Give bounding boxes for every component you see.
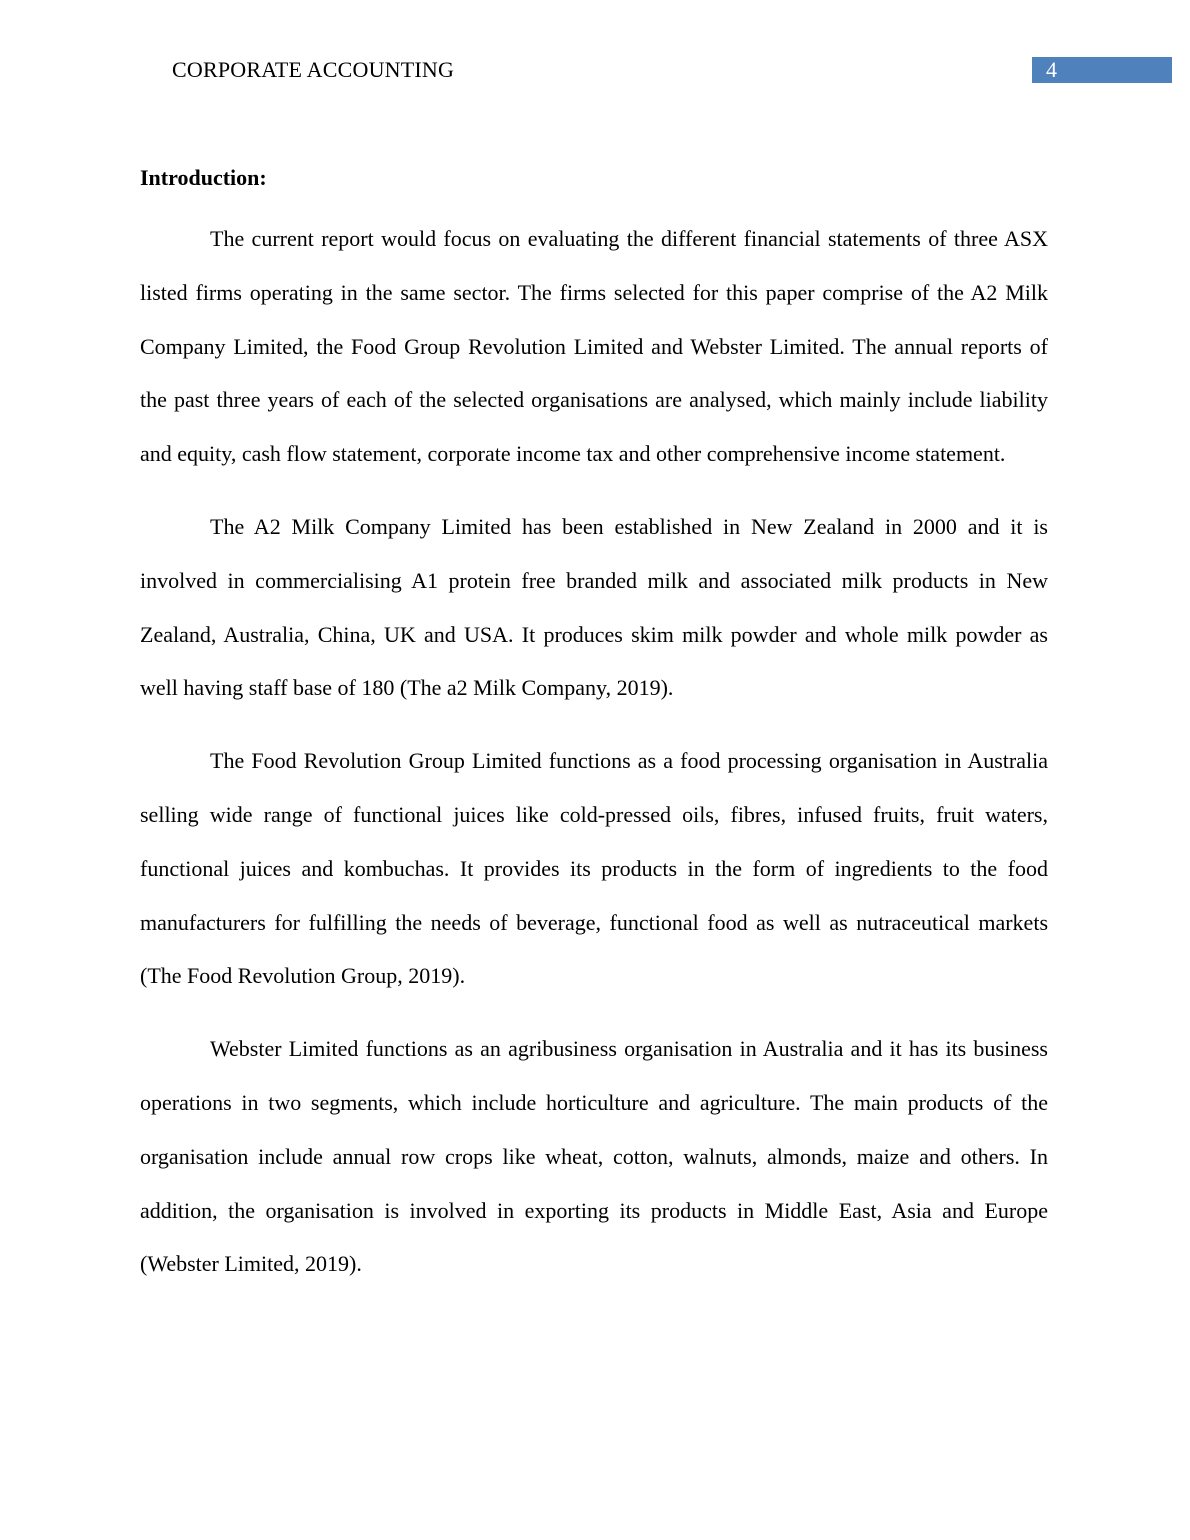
page-number: 4	[1046, 57, 1057, 82]
paragraph-report-focus: The current report would focus on evaluating the different financial statements of three ASX listed firms operating in the same sector. The firms selected for this paper comprise of the A2 Milk Company Limited, the Food Group Revolution Limited and Webster Limited. The annual reports of the past three years of each of the selected organisations are analysed, which mainly include liability and equity, cash flow statement, corporate income tax and other comprehensive income statement.	[140, 226, 1048, 467]
paragraph-webster: Webster Limited functions as an agribusiness organisation in Australia and it has its business operations in two segments, which include horticulture and agriculture. The main products of the organisation include annual row crops like wheat, cotton, walnuts, almonds, maize and others. In addition, the organisation is involved in exporting its products in Middle East, Asia and Europe (Webster Limited, 2019).	[140, 1036, 1048, 1277]
paragraph-food-revolution: The Food Revolution Group Limited functions as a food processing organisation in Australia selling wide range of functional juices like cold-pressed oils, fibres, infused fruits, fruit waters, functional juices and kombuchas. It provides its products in the form of ingredients to the food manufacturers for fulfilling the needs of beverage, functional food as well as nutraceutical markets (The Food Revolution Group, 2019).	[140, 748, 1048, 989]
section-heading: Introduction:	[140, 165, 267, 190]
paragraph-a2-milk: The A2 Milk Company Limited has been established in New Zealand in 2000 and it is involved in commercialising A1 protein free branded milk and associated milk products in New Zealand, Australia, China, UK and USA. It produces skim milk powder and whole milk powder as well having staff base of 180 (The a2 Milk Company, 2019).	[140, 513, 1048, 701]
running-header-title: CORPORATE ACCOUNTING	[172, 57, 455, 82]
page-number-badge	[1032, 57, 1172, 83]
document-body	[140, 160, 1048, 1310]
